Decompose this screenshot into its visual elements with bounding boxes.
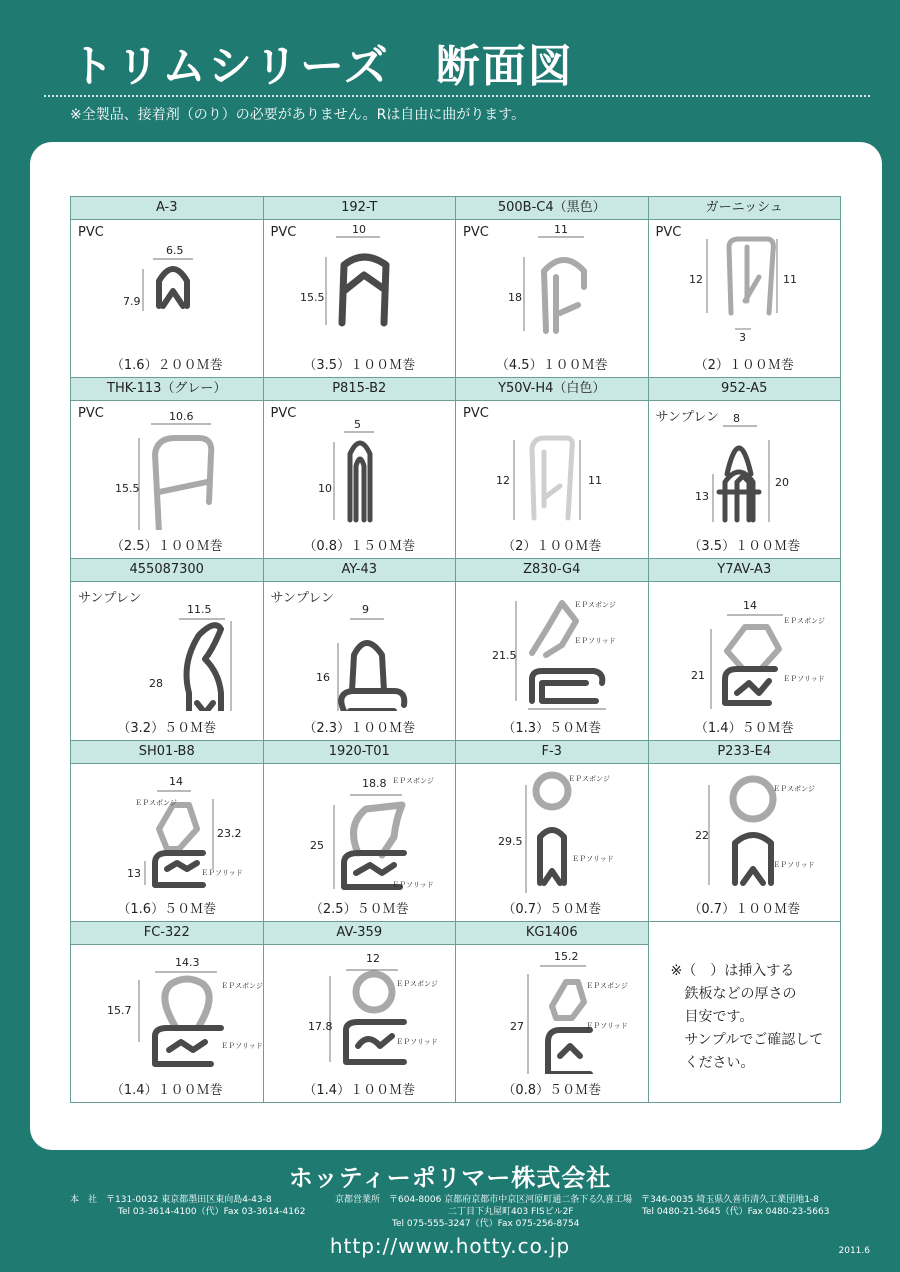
product-name: Z830-G4: [456, 559, 648, 582]
material-label: PVC: [78, 225, 104, 240]
profile-shape: [155, 853, 203, 885]
roll-spec: （1.4）１００Ｍ巻: [303, 1082, 416, 1098]
material-tag: ＥＰソリッド: [572, 854, 614, 863]
cross-section-drawing: [649, 402, 841, 530]
dimension-label: 29.5: [498, 834, 523, 848]
roll-spec: （1.6）５０Ｍ巻: [117, 901, 217, 917]
kyoto-line: 京都営業所 〒604-8006 京都府京都市中京区河原町通二条下る: [335, 1195, 598, 1205]
material-tag: ＥＰスポンジ: [221, 981, 263, 990]
roll-spec: （2.5）５０Ｍ巻: [309, 901, 409, 917]
dimension-label: 12: [688, 273, 703, 286]
dimension-label: 14.3: [175, 955, 200, 969]
material-tag: ＥＰソリッド: [391, 880, 434, 889]
profile-shape: [155, 438, 211, 530]
material-tag: ＥＰスポンジ: [782, 617, 825, 626]
product-cell: [649, 378, 842, 559]
material-tag: ＥＰスポンジ: [568, 774, 610, 783]
roll-spec: （1.4）１００Ｍ巻: [110, 1082, 223, 1098]
cross-section-drawing: [456, 946, 648, 1074]
material-label: サンプレン: [270, 591, 335, 607]
profile-shape: [532, 438, 572, 518]
product-name: ガーニッシュ: [649, 197, 841, 220]
roll-spec: （0.7）５０Ｍ巻: [502, 901, 602, 917]
profile-shape: [353, 805, 402, 855]
page-subtitle: ※全製品、接着剤（のり）の必要がありません。Rは自由に曲がります。: [70, 107, 526, 123]
material-tag: ＥＰソリッド: [586, 1021, 628, 1030]
head-office-line: 本 社 〒131-0032 東京都墨田区東向島4-43-8: [70, 1195, 272, 1205]
head-office-address: [70, 1194, 305, 1218]
profile-shape: [719, 448, 759, 520]
material-label: PVC: [78, 406, 104, 422]
kuki-tel: Tel 0480-21-5645（代）Fax 0480-23-5663: [642, 1207, 830, 1217]
profile-shape: [725, 669, 775, 703]
product-cell: [649, 741, 842, 922]
material-label: PVC: [463, 406, 489, 422]
dimension-label: 21: [690, 669, 705, 683]
cross-section-drawing: [456, 765, 648, 893]
product-name: 1920-T01: [264, 741, 456, 764]
roll-spec: （1.3）５０Ｍ巻: [502, 720, 602, 736]
dimension-label: 11.5: [187, 603, 212, 617]
roll-spec: （2.5）１００Ｍ巻: [110, 539, 223, 555]
material-label: サンプレン: [655, 410, 720, 426]
product-cell: [456, 922, 649, 1103]
note-line: ください。: [670, 1054, 755, 1071]
head-office-tel: Tel 03-3614-4100（代）Fax 03-3614-4162: [118, 1207, 306, 1217]
material-label: PVC: [270, 225, 297, 240]
profile-shape: [532, 671, 602, 701]
dimension-label: 6.5: [166, 244, 184, 257]
profile-shape: [532, 603, 576, 655]
cross-section-drawing: [456, 402, 648, 530]
dimension-label: 16: [315, 671, 330, 685]
dimension-label: 3: [738, 331, 746, 344]
kuki-line: 久喜工場 〒346-0035 埼玉県久喜市清久工業団地1-8: [596, 1195, 819, 1205]
dimension-label: 15.2: [554, 949, 579, 963]
product-name: AY-43: [264, 559, 456, 582]
cross-section-drawing: [264, 765, 456, 893]
profile-shape: [155, 1028, 221, 1064]
product-cell: [71, 559, 264, 740]
profile-shape: [552, 982, 584, 1018]
roll-spec: （2）１００Ｍ巻: [502, 539, 602, 555]
roll-spec: （3.5）１００Ｍ巻: [688, 539, 801, 555]
product-cell: [264, 559, 457, 740]
roll-spec: （2.3）１００Ｍ巻: [303, 720, 416, 736]
cross-section-drawing: [456, 221, 648, 349]
product-name: FC-322: [71, 922, 263, 945]
product-name: P233-E4: [649, 741, 841, 764]
note-cell: [649, 922, 842, 1103]
material-label: サンプレン: [78, 591, 142, 607]
product-name: THK-113（グレー）: [71, 378, 263, 401]
profile-shape: [165, 979, 209, 1026]
material-tag: ＥＰスポンジ: [772, 784, 815, 793]
dimension-label: 18: [508, 291, 522, 304]
dimension-label: 25: [309, 838, 324, 852]
product-grid: [70, 196, 841, 1103]
dimension-label: 22: [694, 828, 709, 842]
dimension-label: 10: [351, 223, 366, 236]
dimension-label: 8: [732, 412, 740, 426]
product-cell: [456, 741, 649, 922]
dimension-label: 23.2: [217, 826, 242, 840]
product-name: Y7AV-A3: [649, 559, 841, 582]
dimension-label: 15.7: [107, 1003, 132, 1017]
cross-section-drawing: [71, 946, 263, 1074]
profile-shape: [544, 260, 584, 331]
roll-spec: （1.6）２００Ｍ巻: [110, 358, 223, 374]
material-tag: ＥＰソリッド: [221, 1041, 263, 1050]
kyoto-tel: Tel 075-555-3247（代）Fax 075-256-8754: [392, 1219, 580, 1229]
profile-shape: [342, 257, 386, 323]
dimension-label: 13: [694, 490, 709, 504]
dimension-label: 28: [149, 677, 163, 691]
roll-spec: （1.4）５０Ｍ巻: [694, 720, 794, 736]
note-line: 目安です。: [670, 1008, 754, 1025]
kyoto-line-2: 二丁目下丸屋町403 FISビル2F: [448, 1207, 574, 1217]
cross-section-drawing: [649, 583, 841, 711]
dimension-label: 10: [317, 482, 332, 496]
product-cell: [649, 197, 842, 378]
product-name: 952-A5: [649, 378, 841, 401]
profile-shape: [727, 627, 779, 669]
cross-section-drawing: [649, 765, 841, 893]
material-tag: ＥＰソリッド: [574, 637, 616, 646]
material-tag: ＥＰソリッド: [782, 675, 825, 684]
dimension-label: 21.5: [492, 649, 517, 663]
product-name: 500B-C4（黒色）: [456, 197, 648, 220]
profile-shape: [159, 269, 187, 306]
product-cell: [264, 922, 457, 1103]
dimension-label: 20: [774, 476, 789, 490]
product-name: KG1406: [456, 922, 648, 945]
product-name: 455087300: [71, 559, 263, 582]
product-name: AV-359: [264, 922, 456, 945]
product-name: F-3: [456, 741, 648, 764]
product-name: SH01-B8: [71, 741, 263, 764]
cross-section-drawing: [264, 583, 456, 711]
kyoto-office-address: [335, 1194, 597, 1230]
publish-date: 2011.6: [838, 1246, 870, 1256]
dotted-divider: [44, 95, 870, 97]
dimension-label: 27: [510, 1019, 524, 1033]
product-cell: [71, 378, 264, 559]
product-cell: [264, 378, 457, 559]
dimension-label: 11: [782, 273, 797, 286]
product-cell: [649, 559, 842, 740]
profile-shape: [729, 239, 773, 313]
cross-section-drawing: [264, 221, 456, 349]
roll-spec: （0.7）１００Ｍ巻: [688, 901, 801, 917]
dimension-label: 13: [127, 866, 141, 880]
roll-spec: （0.8）５０Ｍ巻: [502, 1082, 602, 1098]
roll-spec: （4.5）１００Ｍ巻: [495, 358, 608, 374]
material-label: PVC: [655, 225, 682, 240]
dimension-label: 14: [169, 774, 183, 788]
dimension-label: 7.9: [123, 295, 141, 308]
roll-spec: （3.2）５０Ｍ巻: [117, 720, 217, 736]
bulb-shape: [536, 775, 568, 807]
product-cell: [264, 741, 457, 922]
material-tag: ＥＰスポンジ: [135, 798, 177, 807]
cross-section-drawing: [649, 221, 841, 349]
material-tag: ＥＰスポンジ: [395, 979, 438, 988]
dimension-label: 17.8: [307, 1019, 332, 1033]
dimension-label: 10.6: [169, 410, 194, 424]
dimension-label: 11: [554, 223, 568, 236]
dimension-label: 12: [365, 951, 380, 965]
dimension-label: 9: [361, 603, 369, 617]
kuki-factory-address: [596, 1194, 829, 1218]
material-tag: ＥＰソリッド: [201, 868, 243, 877]
product-name: Y50V-H4（白色）: [456, 378, 648, 401]
cross-section-drawing: [264, 402, 456, 530]
dimension-label: 12: [496, 474, 510, 488]
product-cell: [71, 741, 264, 922]
note-line: サンプルでご確認して: [670, 1031, 824, 1048]
material-label: PVC: [270, 406, 297, 422]
cross-section-drawing: [71, 221, 263, 349]
product-cell: [71, 197, 264, 378]
cross-section-drawing: [264, 946, 456, 1074]
product-cell: [264, 197, 457, 378]
dimension-label: 15.5: [115, 482, 140, 496]
note-line: 鉄板などの厚さの: [670, 985, 797, 1002]
material-tag: ＥＰスポンジ: [586, 981, 628, 990]
product-cell: [456, 197, 649, 378]
product-name: 192-T: [264, 197, 456, 220]
company-name: ホッティーポリマー株式会社: [288, 1164, 612, 1192]
dimension-label: 15.5: [299, 291, 324, 304]
dimension-label: 11: [588, 474, 602, 488]
profile-shape: [735, 835, 771, 883]
roll-spec: （2）１００Ｍ巻: [694, 358, 794, 374]
product-cell: [456, 559, 649, 740]
cross-section-drawing: [71, 765, 263, 893]
material-tag: ＥＰスポンジ: [574, 601, 616, 610]
profile-shape: [159, 805, 197, 849]
note-line: ※（ ）は挿入する: [670, 962, 795, 979]
profile-shape: [341, 643, 404, 711]
product-cell: [456, 378, 649, 559]
roll-spec: （0.8）１５０Ｍ巻: [303, 539, 416, 555]
material-tag: ＥＰソリッド: [772, 860, 815, 869]
material-tag: ＥＰソリッド: [395, 1037, 438, 1046]
material-label: PVC: [463, 225, 489, 240]
note-text: [649, 922, 841, 1075]
profile-shape: [187, 626, 221, 712]
cross-section-drawing: [456, 583, 648, 711]
cross-section-drawing: [71, 402, 263, 530]
profile-shape: [350, 443, 370, 520]
material-tag: ＥＰスポンジ: [391, 776, 434, 785]
bulb-shape: [733, 779, 773, 819]
website-link[interactable]: http://www.hotty.co.jp: [329, 1234, 571, 1258]
profile-shape: [548, 1030, 590, 1074]
roll-spec: （3.5）１００Ｍ巻: [303, 358, 416, 374]
cross-section-drawing: [71, 583, 263, 711]
product-name: A-3: [71, 197, 263, 220]
product-cell: [71, 922, 264, 1103]
dimension-label: 14: [742, 599, 757, 613]
page-title: トリムシリーズ 断面図: [70, 41, 574, 92]
product-name: P815-B2: [264, 378, 456, 401]
profile-shape: [540, 830, 564, 883]
dimension-label: 5: [353, 418, 361, 432]
bulb-shape: [356, 974, 392, 1010]
dimension-label: 18.8: [361, 776, 386, 790]
